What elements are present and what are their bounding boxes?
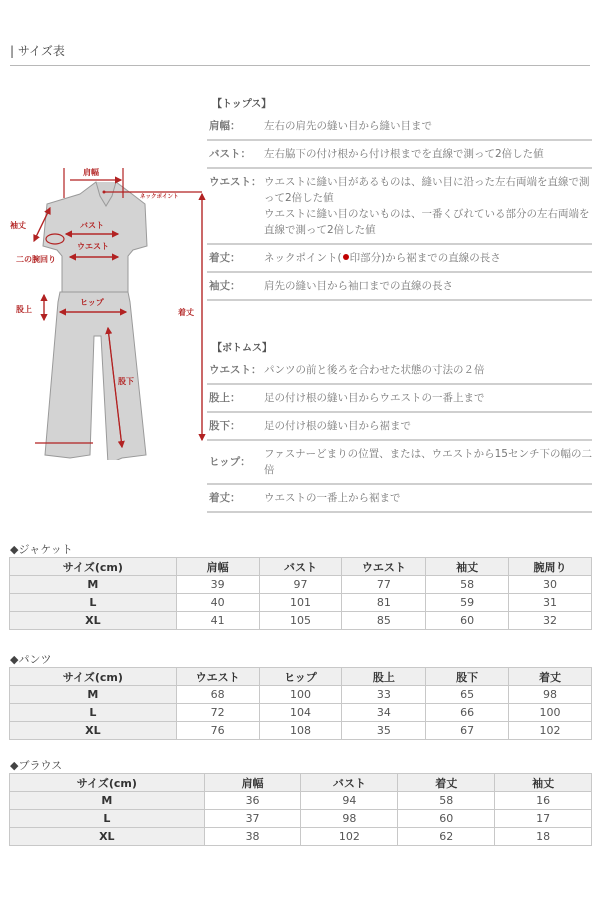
guide-value: 肩先の縫い目から袖口までの直線の長さ	[264, 280, 453, 292]
table-cell: 36	[204, 792, 301, 810]
table-header-row	[10, 774, 592, 792]
measurement-diagram	[0, 150, 210, 460]
size-cell: M	[10, 792, 205, 810]
guide-key: 股上：	[209, 392, 241, 404]
size-cell: XL	[10, 722, 177, 740]
table-cell: 101	[259, 594, 342, 612]
table-cell: 35	[342, 722, 426, 740]
table-row	[10, 722, 592, 740]
guide-value: ファスナーどまりの位置、または、ウエストから15センチ下の幅の二倍	[264, 448, 592, 476]
table-cell: 98	[301, 810, 398, 828]
guide-key: ヒップ：	[209, 456, 251, 468]
table-cell: 76	[176, 722, 259, 740]
label-shoulder-width: 肩幅	[83, 168, 99, 177]
table-cell: 38	[204, 828, 301, 846]
label-inseam: 股下	[118, 377, 134, 386]
column-header: 股下	[426, 668, 509, 686]
guide-value: ネックポイント( 印部分)から裾までの直線の長さ	[264, 252, 501, 264]
label-hip: ヒップ	[80, 298, 104, 307]
table-cell: 100	[259, 686, 342, 704]
column-header: バスト	[259, 558, 342, 576]
table-row	[10, 612, 592, 630]
guide-value: ウエストの一番上から裾まで	[264, 492, 401, 504]
pants-size-table	[9, 667, 592, 740]
size-cell: L	[10, 810, 205, 828]
size-cell: L	[10, 594, 177, 612]
column-header: 着丈	[398, 774, 495, 792]
guide-row	[207, 385, 592, 413]
size-cell: L	[10, 704, 177, 722]
label-neck-point: ネックポイント	[140, 194, 179, 200]
column-header: ウエスト	[342, 558, 426, 576]
guide-row	[207, 169, 592, 245]
guide-row	[207, 141, 592, 169]
table-cell: 62	[398, 828, 495, 846]
table-cell: 102	[509, 722, 592, 740]
size-cell: XL	[10, 612, 177, 630]
table-cell: 67	[426, 722, 509, 740]
column-header: サイズ(cm)	[10, 558, 177, 576]
jacket-table-label: ◆ジャケット	[10, 543, 73, 556]
table-cell: 66	[426, 704, 509, 722]
guide-row	[207, 441, 592, 485]
guide-value-line-2: ウエストに縫い目のないものは、一番くびれている部分の左右両端を直線で測って2倍した値	[264, 208, 590, 236]
column-header: 肩幅	[204, 774, 301, 792]
table-row	[10, 594, 592, 612]
size-cell: XL	[10, 828, 205, 846]
table-cell: 18	[495, 828, 592, 846]
column-header: 袖丈	[495, 774, 592, 792]
table-cell: 30	[509, 576, 592, 594]
table-row	[10, 576, 592, 594]
red-dot-icon	[343, 254, 349, 260]
guide-row	[207, 245, 592, 273]
column-header: 着丈	[509, 668, 592, 686]
jacket-size-table	[9, 557, 592, 630]
table-cell: 81	[342, 594, 426, 612]
table-cell: 16	[495, 792, 592, 810]
size-cell: M	[10, 576, 177, 594]
table-cell: 94	[301, 792, 398, 810]
table-cell: 31	[509, 594, 592, 612]
guide-key: バスト：	[209, 148, 251, 160]
guide-value: 左右脇下の付け根から付け根までを直線で測って2倍した値	[264, 148, 544, 160]
table-cell: 37	[204, 810, 301, 828]
guide-key: ウエスト：	[209, 364, 262, 376]
table-header-row	[10, 668, 592, 686]
table-cell: 33	[342, 686, 426, 704]
label-rise: 股上	[16, 305, 32, 314]
table-cell: 102	[301, 828, 398, 846]
shirt-silhouette	[43, 182, 147, 296]
tops-heading: 【トップス】	[212, 99, 272, 110]
measurement-guide	[207, 95, 592, 513]
table-cell: 59	[426, 594, 509, 612]
table-cell: 97	[259, 576, 342, 594]
table-cell: 39	[176, 576, 259, 594]
table-row	[10, 704, 592, 722]
guide-value-line-1: ウエストに縫い目があるものは、縫い目に沿った左右両端を直線で測って2倍した値	[264, 176, 590, 204]
table-row	[10, 828, 592, 846]
table-row	[10, 810, 592, 828]
table-cell: 17	[495, 810, 592, 828]
table-cell: 60	[398, 810, 495, 828]
table-cell: 77	[342, 576, 426, 594]
neck-point-dot	[103, 191, 106, 194]
label-upper-arm: 二の腕回り	[16, 255, 56, 264]
guide-key: 袖丈：	[209, 280, 241, 292]
column-header: 股上	[342, 668, 426, 686]
column-header: サイズ(cm)	[10, 774, 205, 792]
guide-row	[207, 485, 592, 513]
guide-key: 着丈：	[209, 492, 241, 504]
column-header: バスト	[301, 774, 398, 792]
column-header: 袖丈	[426, 558, 509, 576]
table-row	[10, 792, 592, 810]
guide-key: ウエスト：	[209, 176, 262, 188]
size-cell: M	[10, 686, 177, 704]
table-cell: 58	[426, 576, 509, 594]
guide-key: 着丈：	[209, 252, 241, 264]
table-cell: 41	[176, 612, 259, 630]
table-cell: 58	[398, 792, 495, 810]
table-row	[10, 686, 592, 704]
guide-key: 肩幅：	[209, 120, 241, 132]
label-sleeve-length: 袖丈	[10, 221, 26, 230]
table-cell: 68	[176, 686, 259, 704]
table-cell: 65	[426, 686, 509, 704]
table-cell: 72	[176, 704, 259, 722]
guide-value	[264, 174, 592, 238]
table-cell: 105	[259, 612, 342, 630]
guide-value: 左右の肩先の縫い目から縫い目まで	[264, 120, 432, 132]
guide-key: 股下：	[209, 420, 241, 432]
column-header: サイズ(cm)	[10, 668, 177, 686]
guide-value: パンツの前と後ろを合わせた状態の寸法の２倍	[264, 364, 485, 376]
title-divider	[10, 65, 590, 66]
bottoms-heading: 【ボトムス】	[212, 343, 272, 354]
table-cell: 85	[342, 612, 426, 630]
guide-value: 足の付け根の縫い目からウエストの一番上まで	[264, 392, 485, 404]
guide-row	[207, 273, 592, 301]
table-cell: 40	[176, 594, 259, 612]
page-title: | サイズ表	[10, 44, 65, 58]
table-cell: 104	[259, 704, 342, 722]
blouse-table-label: ◆ブラウス	[10, 759, 63, 772]
table-header-row	[10, 558, 592, 576]
column-header: 腕周り	[509, 558, 592, 576]
label-bust: バスト	[80, 221, 104, 230]
label-total-length: 着丈	[178, 308, 194, 317]
table-cell: 34	[342, 704, 426, 722]
guide-row	[207, 413, 592, 441]
blouse-size-table	[9, 773, 592, 846]
table-cell: 108	[259, 722, 342, 740]
label-waist: ウエスト	[77, 242, 109, 251]
column-header: ウエスト	[176, 668, 259, 686]
column-header: ヒップ	[259, 668, 342, 686]
table-cell: 32	[509, 612, 592, 630]
table-cell: 98	[509, 686, 592, 704]
table-cell: 100	[509, 704, 592, 722]
column-header: 肩幅	[176, 558, 259, 576]
table-cell: 60	[426, 612, 509, 630]
guide-value: 足の付け根の縫い目から裾まで	[264, 420, 411, 432]
guide-row	[207, 357, 592, 385]
guide-row	[207, 113, 592, 141]
pants-table-label: ◆パンツ	[10, 653, 52, 666]
